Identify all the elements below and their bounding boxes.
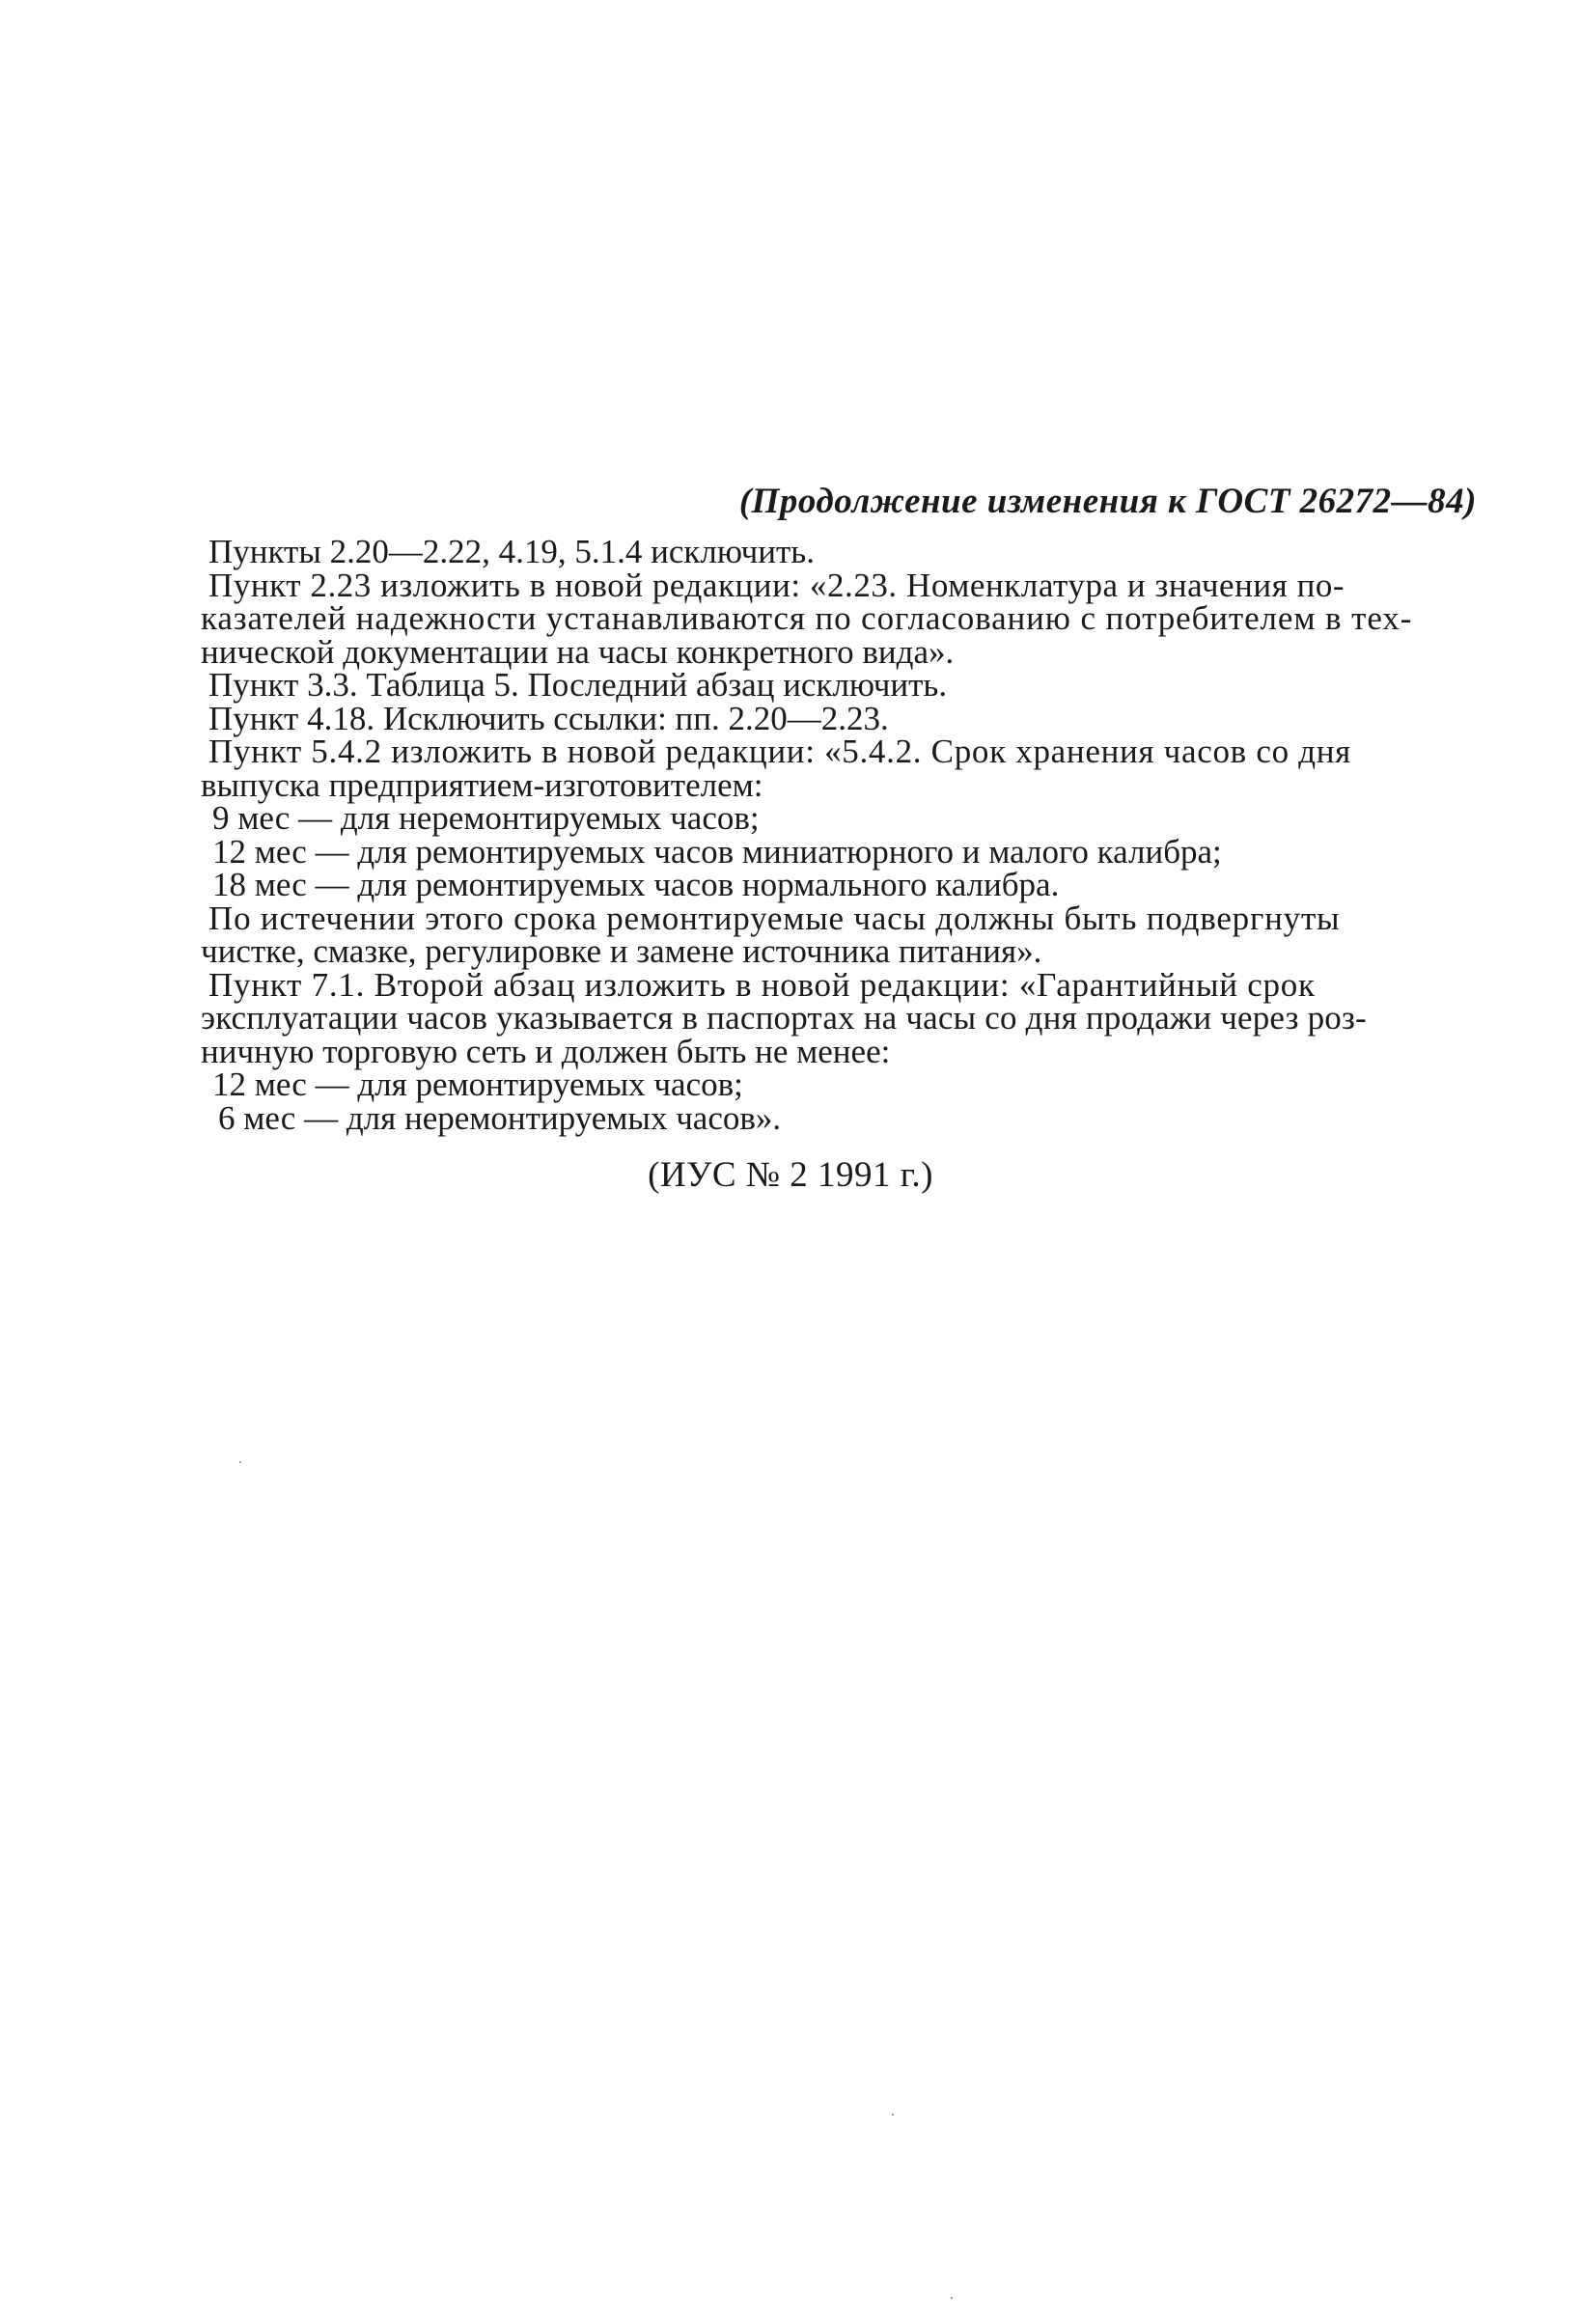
paragraph-2-23-line-2: казателей надежности устанавливаются по согласованию с потребителем в тех- bbox=[201, 599, 1413, 637]
paragraph-3-3: Пункт 3.3. Таблица 5. Последний абзац исключить. bbox=[208, 666, 948, 704]
paragraph-items-excluded: Пункты 2.20—2.22, 4.19, 5.1.4 исключить. bbox=[208, 533, 816, 570]
paragraph-2-23-line-3: нической документации на часы конкретного вида». bbox=[201, 632, 955, 671]
paragraph-5-4-2-line-1: Пункт 5.4.2 изложить в новой редакции: «5.4.2. Срок хранения часов со дня bbox=[208, 733, 1351, 770]
scan-speck bbox=[892, 2114, 894, 2116]
warranty-term-item: 12 мес — для ремонтируемых часов; bbox=[212, 1065, 743, 1103]
paragraph-after-storage bbox=[201, 899, 1471, 970]
paragraph-after-storage-line-2: чистке, смазке, регулировке и замене источника питания». bbox=[201, 932, 1042, 970]
paragraph-4-18: Пункт 4.18. Исключить ссылки: пп. 2.20—2.23. bbox=[208, 699, 889, 737]
warranty-term-item: 6 мес — для неремонтируемых часов». bbox=[218, 1098, 782, 1137]
paragraph-7-1-line-2: эксплуатации часов указывается в паспортах на часы со дня продажи через роз- bbox=[201, 999, 1367, 1037]
paragraph-7-1-line-3: ничную торговую сеть и должен быть не менее: bbox=[201, 1032, 891, 1070]
source-reference: (ИУС № 2 1991 г.) bbox=[648, 1155, 933, 1195]
paragraph-7-1 bbox=[201, 965, 1471, 1137]
paragraph-5-4-2-line-2: выпуска предприятием-изготовителем: bbox=[201, 765, 763, 804]
paragraph-2-23 bbox=[201, 566, 1471, 671]
paragraph-5-4-2 bbox=[201, 733, 1471, 903]
paragraph-2-23-line-1: Пункт 2.23 изложить в новой редакции: «2.23. Номенклатура и значения по- bbox=[208, 566, 1345, 604]
storage-term-item: 12 мес — для ремонтируемых часов миниатюрного и малого калибра; bbox=[212, 832, 1222, 871]
scan-speck bbox=[239, 1461, 241, 1463]
scan-speck bbox=[951, 2297, 953, 2299]
continuation-header: (Продолжение изменения к ГОСТ 26272—84) bbox=[738, 482, 1477, 521]
storage-term-item: 18 мес — для ремонтируемых часов нормального калибра. bbox=[212, 866, 1060, 903]
paragraph-7-1-line-1: Пункт 7.1. Второй абзац изложить в новой редакции: «Гарантийный срок bbox=[208, 965, 1316, 1004]
paragraph-after-storage-line-1: По истечении этого срока ремонтируемые часы должны быть подвергнуты bbox=[208, 899, 1341, 937]
amendment-text bbox=[201, 533, 1471, 1137]
storage-term-item: 9 мес — для неремонтируемых часов; bbox=[212, 799, 760, 837]
